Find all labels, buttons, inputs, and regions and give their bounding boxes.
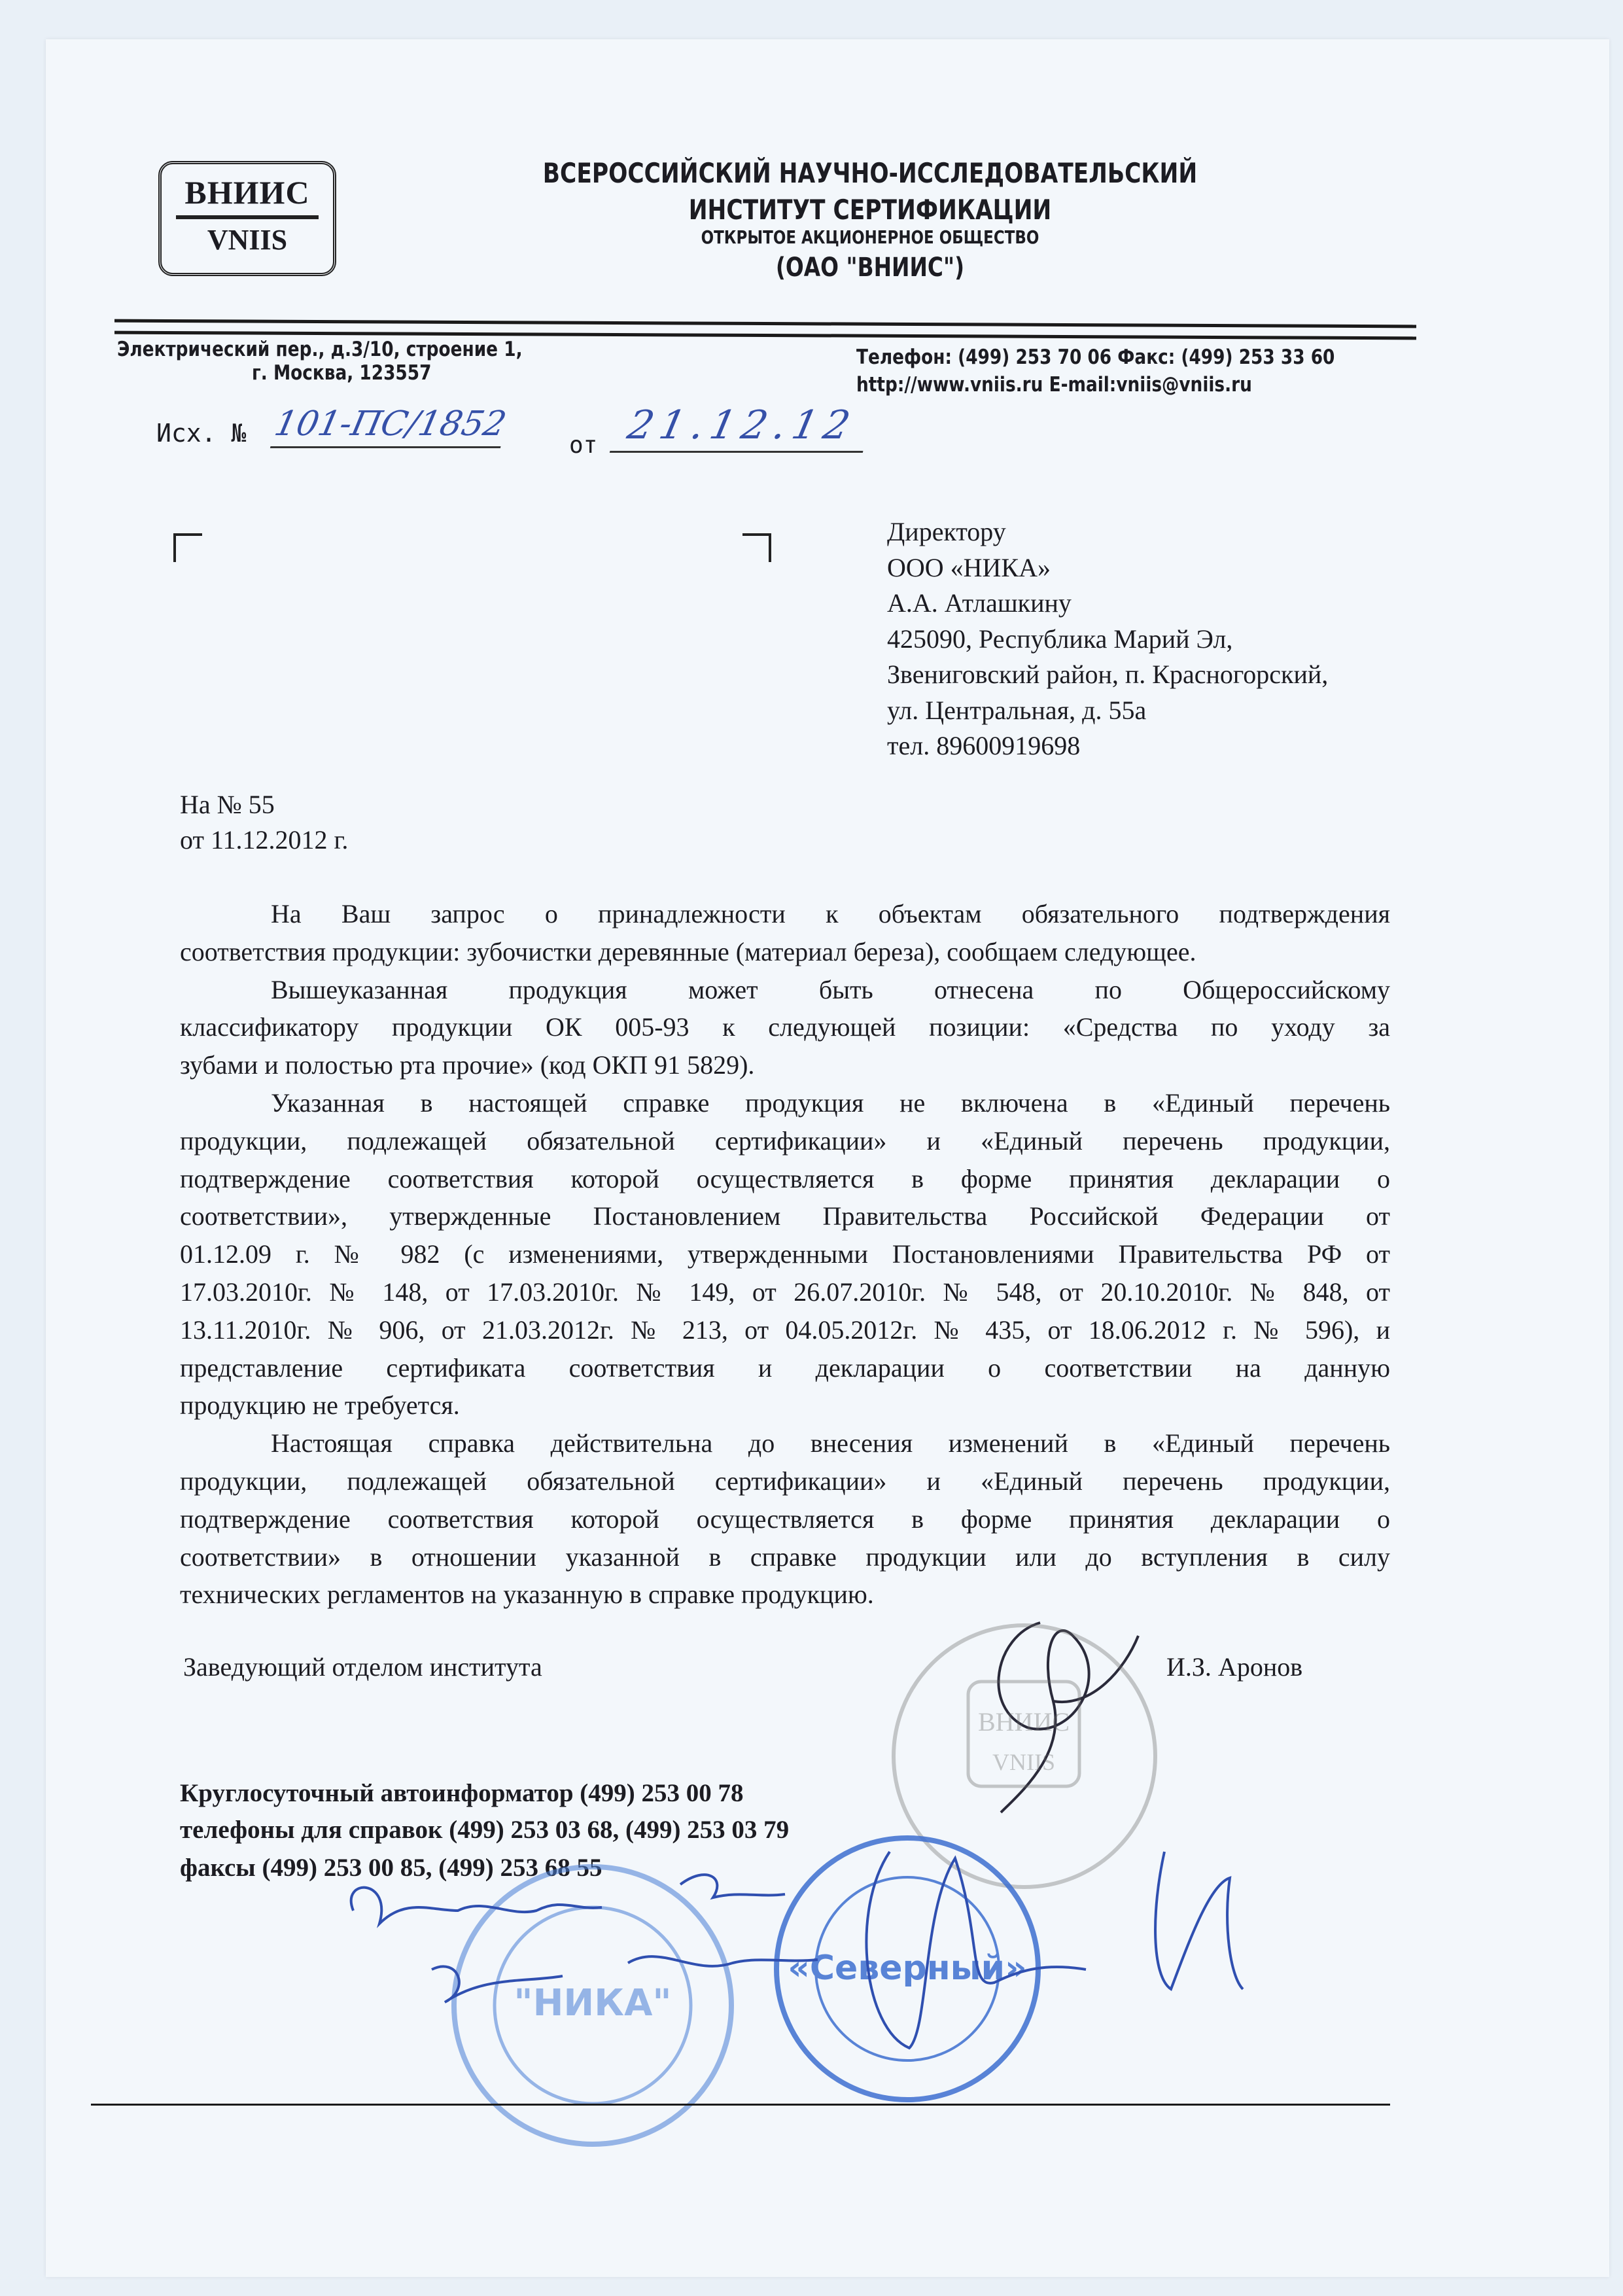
svg-text:ВНИИС: ВНИИС	[977, 1707, 1070, 1737]
recipient-line: Директору	[887, 517, 1006, 546]
paragraph-line: 17.03.2010г. № 148, от 17.03.2010г. № 149, от 26.07.2010г. № 548, от 20.10.2010г. № 848, от	[180, 1277, 1390, 1307]
footer-autoinformer: Круглосуточный автоинформатор (499) 253 00 78	[180, 1779, 744, 1807]
paragraph-line: представление сертификата соответствия и декларации о соответствии на данную	[180, 1352, 1390, 1383]
outgoing-date-label: от	[569, 432, 598, 459]
paragraph-line: зубами и полостью рта прочие» (код ОКП 91 5829).	[180, 1050, 755, 1080]
logo-text-en: VNIIS	[207, 224, 288, 256]
svg-text:"НИКА": "НИКА"	[514, 1982, 672, 2024]
address-corner-left	[173, 533, 202, 562]
recipient-line: ул. Центральная, д. 55а	[887, 695, 1147, 725]
paragraph-line: На Ваш запрос о принадлежности к объектам обязательного подтверждения	[271, 899, 1390, 928]
paragraph	[180, 971, 1390, 1084]
signatory-name: И.З. Аронов	[1166, 1652, 1303, 1682]
svg-text:VNIIS: VNIIS	[992, 1749, 1055, 1775]
paragraph-line: Указанная в настоящей справке продукция не включена в «Единый перечень	[271, 1087, 1390, 1118]
institute-short-name: (ОАО "ВНИИС")	[775, 253, 965, 283]
recipient-line: А.А. Атлашкину	[887, 588, 1072, 618]
institute-title-line2: ИНСТИТУТ СЕРТИФИКАЦИИ	[688, 194, 1052, 226]
paragraph-line: классификатору продукции ОК 005-93 к следующей позиции: «Средства по уходу за	[180, 1012, 1390, 1042]
paragraph-line: Вышеуказанная продукция может быть отнесена по Общероссийскому	[271, 974, 1390, 1004]
recipient-line: Звениговский район, п. Красногорский,	[887, 660, 1329, 689]
paragraph-line: продукции, подлежащей обязательной сертификации» и «Единый перечень продукции,	[180, 1125, 1390, 1156]
paragraph	[180, 895, 1390, 971]
address-line1: Электрический пер., д.3/10, строение 1,	[117, 338, 523, 361]
paragraph-line: Настоящая справка действительна до внесения изменений в «Единый перечень	[271, 1428, 1390, 1458]
logo-divider	[176, 215, 319, 219]
paragraph-line: технических регламентов на указанную в справке продукцию.	[180, 1580, 874, 1610]
recipient-block	[887, 514, 1328, 764]
footer-phones: телефоны для справок (499) 253 03 68, (499) 253 03 79	[180, 1816, 790, 1844]
web-email: http://www.vniis.ru E-mail:vniis@vniis.ru	[856, 373, 1252, 397]
paragraph-line: подтверждение соответствия которой осуществляется в форме принятия декларации о	[180, 1163, 1390, 1193]
letter-body	[180, 895, 1390, 1614]
recipient-line: 425090, Республика Марий Эл,	[887, 624, 1233, 654]
phone-fax: Телефон: (499) 253 70 06 Факс: (499) 253 33 60	[856, 345, 1335, 369]
paragraph-line: 13.11.2010г. № 906, от 21.03.2012г. № 213, от 04.05.2012г. № 435, от 18.06.2012 г. № 596), и	[180, 1315, 1390, 1345]
footer-rule	[91, 2104, 1390, 2106]
severny-stamp	[777, 1838, 1038, 2100]
recipient-line: ООО «НИКА»	[887, 552, 1051, 582]
vniis-logo	[158, 161, 336, 276]
paragraph-line: соответствия продукции: зубочистки деревянные (материал береза), сообщаем следующее.	[180, 936, 1196, 966]
outgoing-date: 21.12.12	[610, 402, 874, 453]
institute-subtitle: ОТКРЫТОЕ АКЦИОНЕРНОЕ ОБЩЕСТВО	[701, 226, 1039, 248]
signatory-position: Заведующий отделом института	[183, 1652, 542, 1682]
outgoing-number: 101-ПС/1852	[270, 404, 510, 448]
reference-number: На № 55	[180, 790, 275, 819]
paragraph-line: подтверждение соответствия которой осуществляется в форме принятия декларации о	[180, 1504, 1390, 1534]
paragraph-line: соответствии» в отношении указанной в справке продукции или до вступления в силу	[180, 1542, 1390, 1572]
footer-faxes: факсы (499) 253 00 85, (499) 253 68 55	[180, 1854, 602, 1882]
stamps-and-signatures	[0, 1570, 1623, 2159]
logo-text-ru: ВНИИС	[184, 174, 310, 211]
outgoing-label: Исх. №	[156, 419, 247, 448]
address-line2: г. Москва, 123557	[252, 361, 432, 385]
paragraph-line: продукцию не требуется.	[180, 1390, 460, 1421]
vniis-stamp	[894, 1625, 1155, 1887]
paragraph-line: соответствии», утвержденные Постановлением Правительства Российской Федерации от	[180, 1201, 1390, 1231]
paragraph-line: продукции, подлежащей обязательной сертификации» и «Единый перечень продукции,	[180, 1466, 1390, 1496]
paragraph-line: 01.12.09 г. № 982 (с изменениями, утвержденными Постановлениями Правительства РФ от	[180, 1239, 1390, 1269]
recipient-line: тел. 89600919698	[887, 731, 1081, 760]
address-corner-right	[742, 533, 771, 562]
paragraph	[180, 1084, 1390, 1424]
svg-text:«Северный»: «Северный»	[788, 1949, 1027, 1988]
reference-date: от 11.12.2012 г.	[180, 825, 349, 855]
institute-title-line1: ВСЕРОССИЙСКИЙ НАУЧНО-ИССЛЕДОВАТЕЛЬСКИЙ	[542, 157, 1198, 189]
